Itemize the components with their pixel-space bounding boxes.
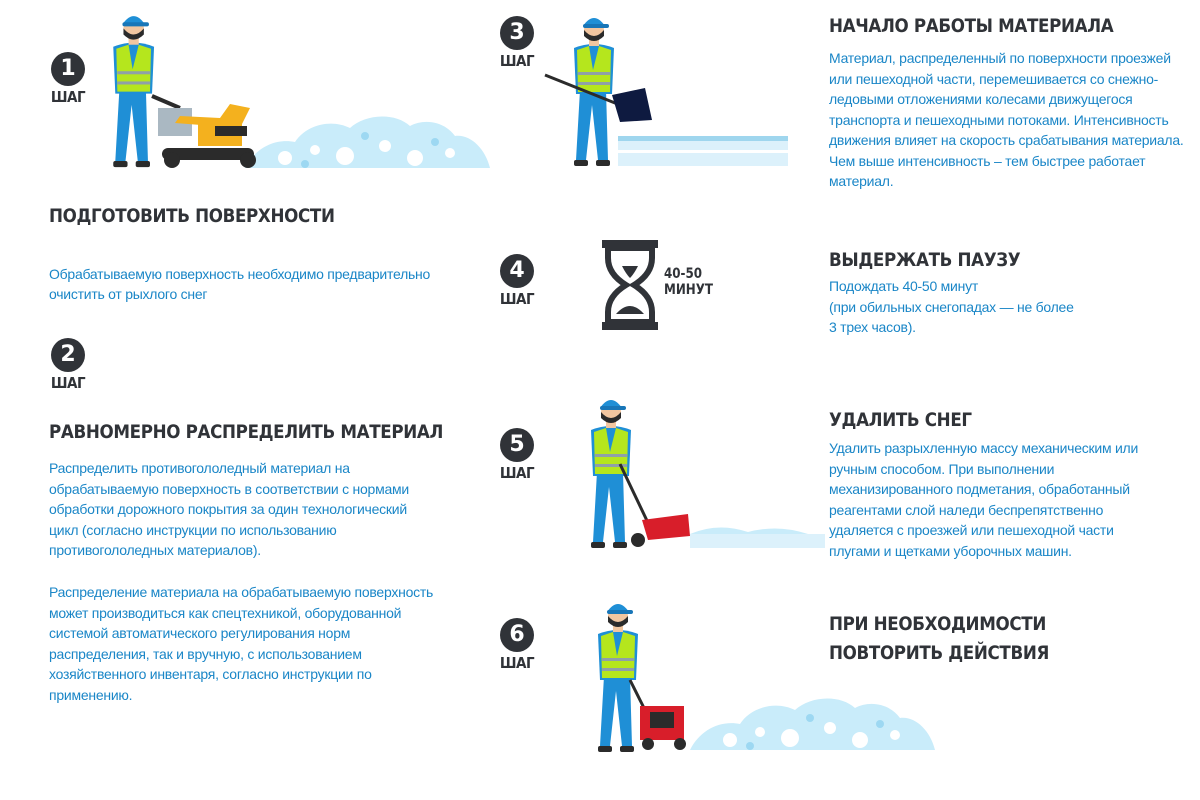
step-2-number: 2 [51, 338, 85, 372]
step-6-title: ПРИ НЕОБХОДИМОСТИ ПОВТОРИТЬ ДЕЙСТВИЯ [829, 613, 1050, 665]
step-6-label: ШАГ [499, 654, 535, 672]
step-4-paragraph: Подождать 40-50 минут (при обильных снегопадах — не более 3 трех часов). [829, 278, 1074, 335]
step-6-number: 6 [500, 618, 534, 652]
step-5-number: 5 [500, 428, 534, 462]
step-2-badge [48, 338, 88, 392]
step-3-number: 3 [500, 16, 534, 50]
step-5-badge [497, 428, 537, 482]
step-2-paragraph-2: Распределение материала на обрабатываемую поверхность может производиться как спецтехникой, оборудованной системой автоматического регулирования норм распределения, так и вручную, с использованием хозяйственного инвентаря, согласно инструкции по применению. [49, 584, 434, 703]
worker-red-snowblower-icon [590, 600, 840, 750]
step-3-badge [497, 16, 537, 70]
step-1-number: 1 [51, 52, 85, 86]
step-1-badge [48, 52, 88, 106]
step-4-number: 4 [500, 254, 534, 288]
step-1-description [49, 243, 430, 305]
step-4-badge [497, 254, 537, 308]
step-1-label: ШАГ [50, 88, 86, 106]
step-2-title: РАВНОМЕРНО РАСПРЕДЕЛИТЬ МАТЕРИАЛ [49, 421, 444, 443]
step-3-title: НАЧАЛО РАБОТЫ МАТЕРИАЛА [829, 15, 1114, 37]
step-3-paragraph: Материал, распределенный по поверхности проезжей или пешеходной части, перемешивается со снежно- ледовыми отложениями колесами движущегося транспорта и пешеходными потоками. Интенсивность движения влияет на скорость срабатывания материала. Чем выше интенсивность – тем быстрее работает материал. [829, 50, 1184, 189]
worker-snow-pusher-icon [578, 392, 838, 552]
step-5-label: ШАГ [499, 464, 535, 482]
worker-snowblower-icon [100, 8, 460, 178]
step-4-label: ШАГ [499, 290, 535, 308]
step-3-label: ШАГ [499, 52, 535, 70]
step-2-label: ШАГ [50, 374, 86, 392]
step-5-paragraph: Удалить разрыхленную массу механическим или ручным способом. При выполнении механизированного подметания, обработанный реагентами слой наледи беспрепятственно удаляется с проезжей или пешеходной части плугами и щетками уборочных машин. [829, 440, 1139, 559]
step-2-paragraph-1: Распределить противогололедный материал на обрабатываемую поверхность в соответствии с нормами обработки дорожного покрытия за один технологический цикл (согласно инструкции по использованию противогололедных материалов). [49, 460, 409, 558]
step-1-title: ПОДГОТОВИТЬ ПОВЕРХНОСТИ [49, 205, 335, 227]
timer-unit: МИНУТ [664, 282, 714, 298]
step-1-paragraph: Обрабатываемую поверхность необходимо предварительно очистить от рыхлого снег [49, 265, 431, 302]
timer-value: 40-50 [664, 266, 703, 282]
step-5-title: УДАЛИТЬ СНЕГ [829, 409, 972, 431]
timer-label [664, 266, 713, 298]
step-4-title: ВЫДЕРЖАТЬ ПАУЗУ [829, 249, 1021, 271]
step-6-badge [497, 618, 537, 672]
hourglass-icon [602, 240, 662, 332]
worker-shovel-icon [540, 10, 800, 170]
